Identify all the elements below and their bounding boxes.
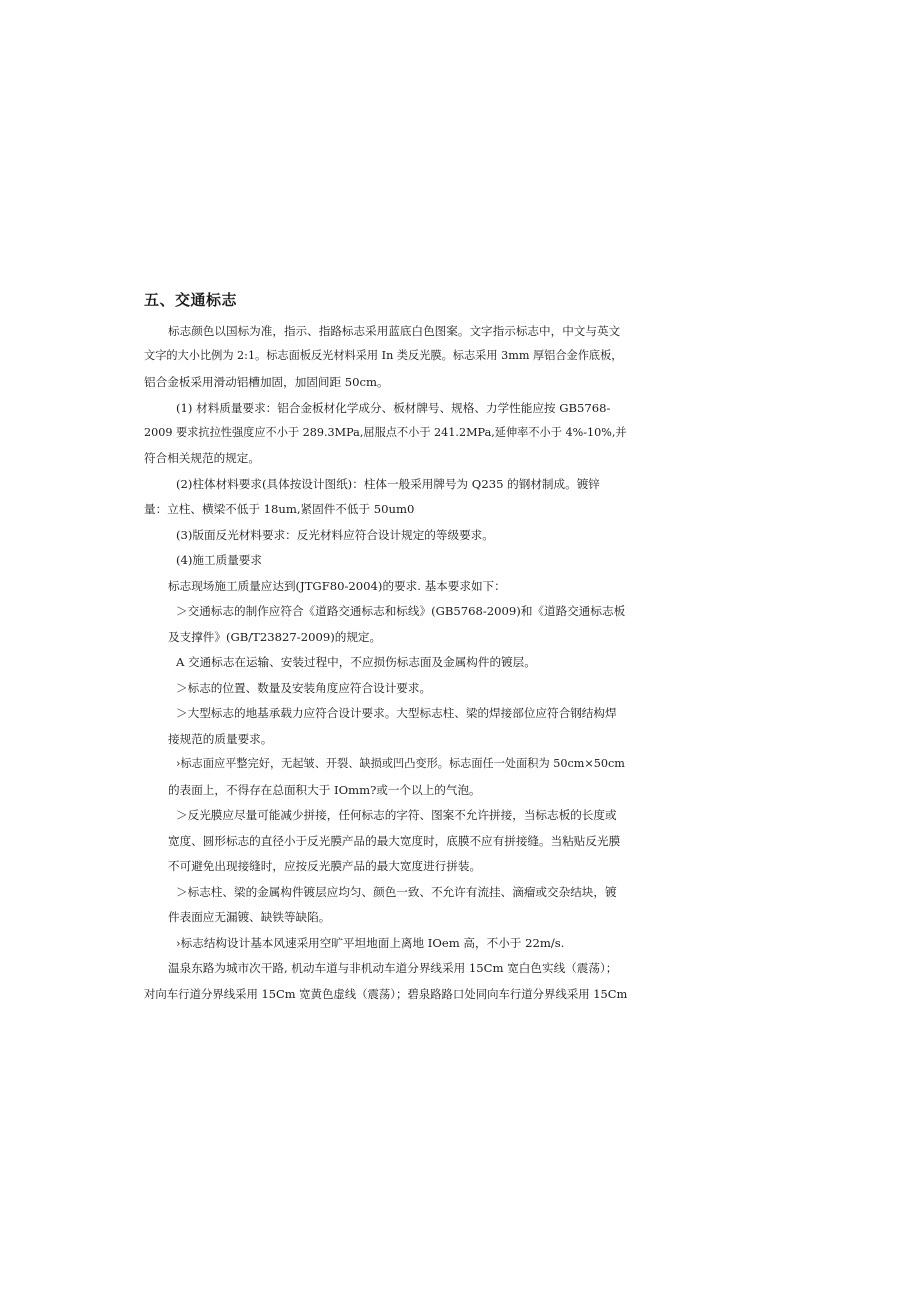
paragraph-line: ＞大型标志的地基承载力应符合设计要求。大型标志柱、梁的焊接部位应符合钢结构焊: [176, 706, 617, 720]
paragraph-line: ＞标志的位置、数量及安装角度应符合设计要求。: [176, 681, 432, 695]
paragraph-line: 标志颜色以国标为准，指示、指路标志采用蓝底白色图案。文字指示标志中，中文与英文: [168, 324, 621, 338]
paragraph-line: (3)版面反光材料要求：反光材料应符合设计规定的等级要求。: [176, 528, 494, 542]
paragraph-line: ›标志结构设计基本风速采用空旷平坦地面上离地 IOem 高，不小于 22m∕s.: [176, 936, 565, 950]
paragraph-line: (4)施工质量要求: [176, 553, 262, 567]
paragraph-line: 文字的大小比例为 2:1。标志面板反光材料采用 In 类反光膜。标志采用 3mm 厚铝合金作底板，: [144, 349, 623, 362]
paragraph-line: ＞交通标志的制作应符合《道路交通标志和标线》(GB5768-2009)和《道路交通标志板: [176, 604, 626, 618]
paragraph-line: (2)柱体材料要求(具体按设计图纸)：柱体一般采用牌号为 Q235 的钢材制成。镀锌: [176, 477, 600, 491]
section-heading: 五、交通标志: [144, 291, 238, 309]
paragraph-line: ›标志面应平整完好，无起皱、开裂、缺损或凹凸变形。标志面任一处面积为 50cm×50cm: [176, 757, 625, 770]
paragraph-line: ＞标志柱、梁的金属构件镀层应均匀、颜色一致、不允许有流挂、滴瘤或交杂结块，镀: [176, 885, 617, 899]
paragraph-line: 2009 要求抗拉性强度应不小于 289.3MPa,屈服点不小于 241.2MPa,延伸率不小于 4%-10%,并: [144, 426, 627, 439]
paragraph-line: ＞反光膜应尽量可能减少拼接，任何标志的字符、图案不允许拼接，当标志板的长度或: [176, 808, 617, 822]
paragraph-line: (1) 材料质量要求：铝合金板材化学成分、板材牌号、规格、力学性能应按 GB5768-: [176, 401, 611, 415]
paragraph-line: 宽度、圆形标志的直径小于反光膜产品的最大宽度时，底膜不应有拼接缝。当粘贴反光膜: [168, 834, 621, 848]
paragraph-line: 标志现场施工质量应达到(JTGF80-2004)的要求. 基本要求如下：: [168, 579, 506, 593]
paragraph-line: 对向车行道分界线采用 15Cm 宽黄色虚线（震荡）；碧泉路路口处同向车行道分界线采用 15Cm: [144, 987, 628, 1001]
paragraph-line: 量：立柱、横梁不低于 18um,紧固件不低于 50um0: [144, 502, 415, 516]
paragraph-line: 温泉东路为城市次干路, 机动车道与非机动车道分界线采用 15Cm 宽白色实线（震荡）；: [168, 961, 618, 975]
paragraph-line: 接规范的质量要求。: [168, 732, 273, 746]
paragraph-line: 符合相关规范的规定。: [144, 451, 260, 465]
paragraph-line: 不可避免出现接缝时，应按反光膜产品的最大宽度进行拼装。: [168, 859, 482, 873]
paragraph-line: 的表面上，不得存在总面积大于 IOmm?或一个以上的气泡。: [168, 783, 481, 797]
paragraph-line: 件表面应无漏镀、缺铁等缺陷。: [168, 910, 331, 924]
paragraph-line: 铝合金板采用滑动铝槽加固，加固间距 50cm。: [144, 375, 389, 389]
paragraph-line: A 交通标志在运输、安装过程中，不应损伤标志面及金属构件的镀层。: [176, 655, 536, 669]
paragraph-line: 及支撑件》(GB/T23827-2009)的规定。: [168, 630, 382, 644]
